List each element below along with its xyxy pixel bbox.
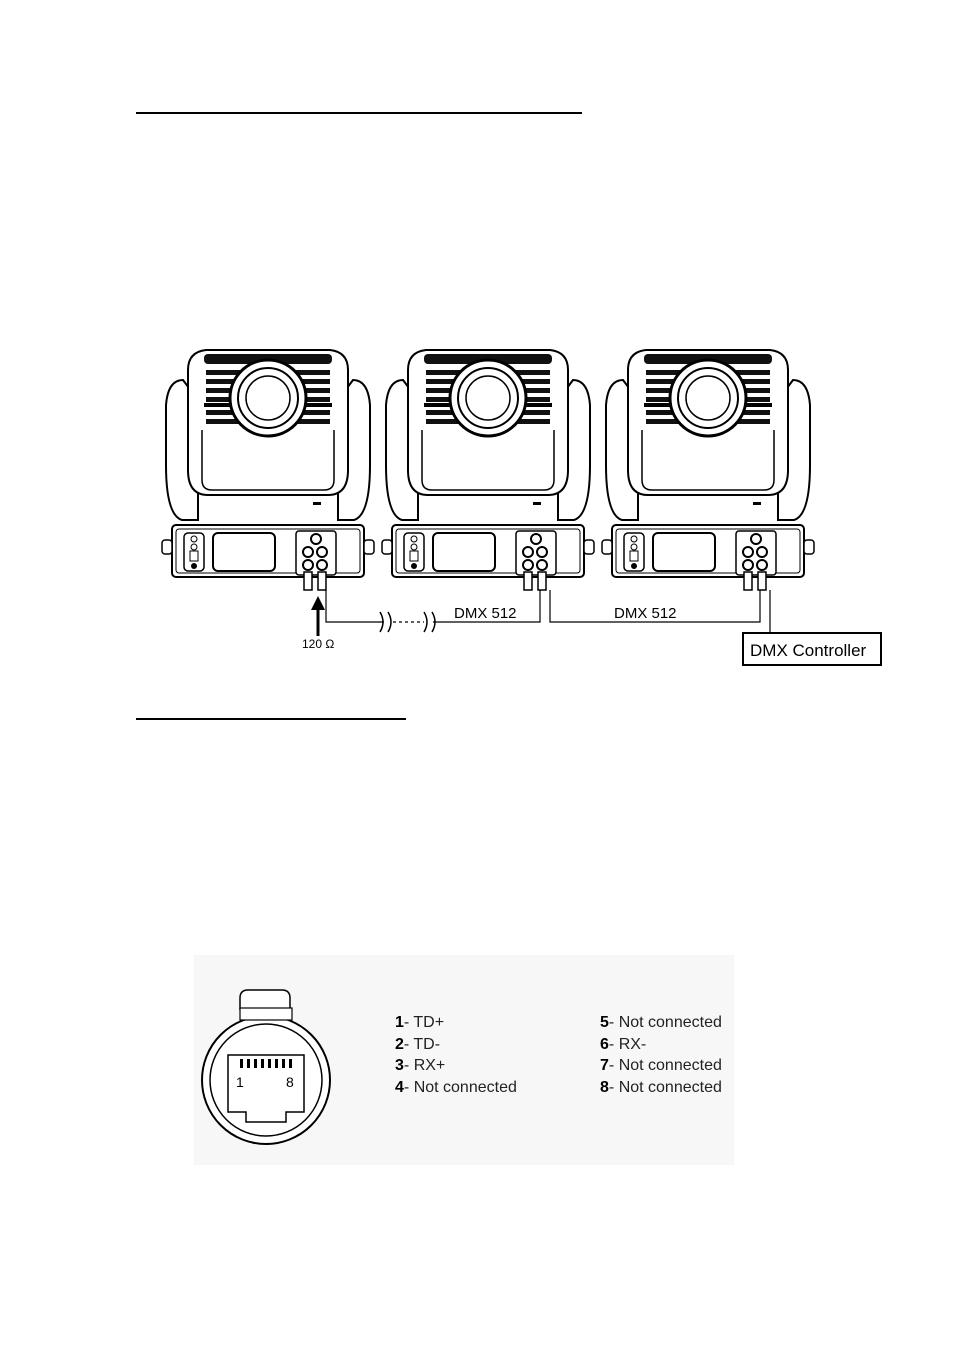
pin-signal: TD+ — [413, 1014, 445, 1031]
pin-list-left — [395, 1012, 595, 1098]
pin-number: 3 — [395, 1057, 404, 1074]
dmx-segment-label: DMX 512 — [454, 605, 517, 622]
moving-head-fixture — [382, 350, 594, 590]
pin-row: 4- Not connected — [395, 1078, 517, 1096]
pin-row: 3- RX+ — [395, 1057, 446, 1074]
pin-signal: RX+ — [413, 1057, 446, 1074]
pin-signal: Not connected — [413, 1078, 517, 1096]
pin-number: 6 — [600, 1035, 609, 1053]
pin-label-1: 1 — [236, 1074, 244, 1090]
pin-row: 2- TD- — [395, 1035, 441, 1053]
pin-number: 4 — [395, 1078, 404, 1096]
pin-row: 6- RX- — [600, 1035, 647, 1053]
pin-row: 1- TD+ — [395, 1014, 445, 1031]
dmx-controller-label: DMX Controller — [750, 641, 867, 660]
dmx-cable — [326, 590, 770, 634]
pin-signal: Not connected — [618, 1014, 722, 1031]
moving-head-fixture — [602, 350, 814, 590]
pin-number: 2 — [395, 1035, 404, 1053]
terminator-arrow-icon — [311, 596, 325, 636]
pin-row: 5- Not connected — [600, 1014, 722, 1031]
pin-signal: RX- — [618, 1035, 647, 1053]
pin-signal: TD- — [413, 1035, 441, 1053]
moving-head-fixture — [162, 350, 374, 590]
pin-row: 8- Not connected — [600, 1078, 722, 1096]
terminator-label: 120 Ω — [302, 637, 335, 651]
pin-signal: Not connected — [618, 1057, 722, 1074]
dmx-segment-label: DMX 512 — [614, 605, 677, 622]
pin-number: 1 — [395, 1014, 404, 1031]
pin-number: 7 — [600, 1057, 609, 1074]
pin-number: 5 — [600, 1014, 609, 1031]
pin-list-right — [600, 1012, 800, 1098]
pin-signal: Not connected — [618, 1078, 722, 1096]
pin-label-8: 8 — [286, 1074, 294, 1090]
pin-number: 8 — [600, 1078, 609, 1096]
pin-row: 7- Not connected — [600, 1057, 722, 1074]
